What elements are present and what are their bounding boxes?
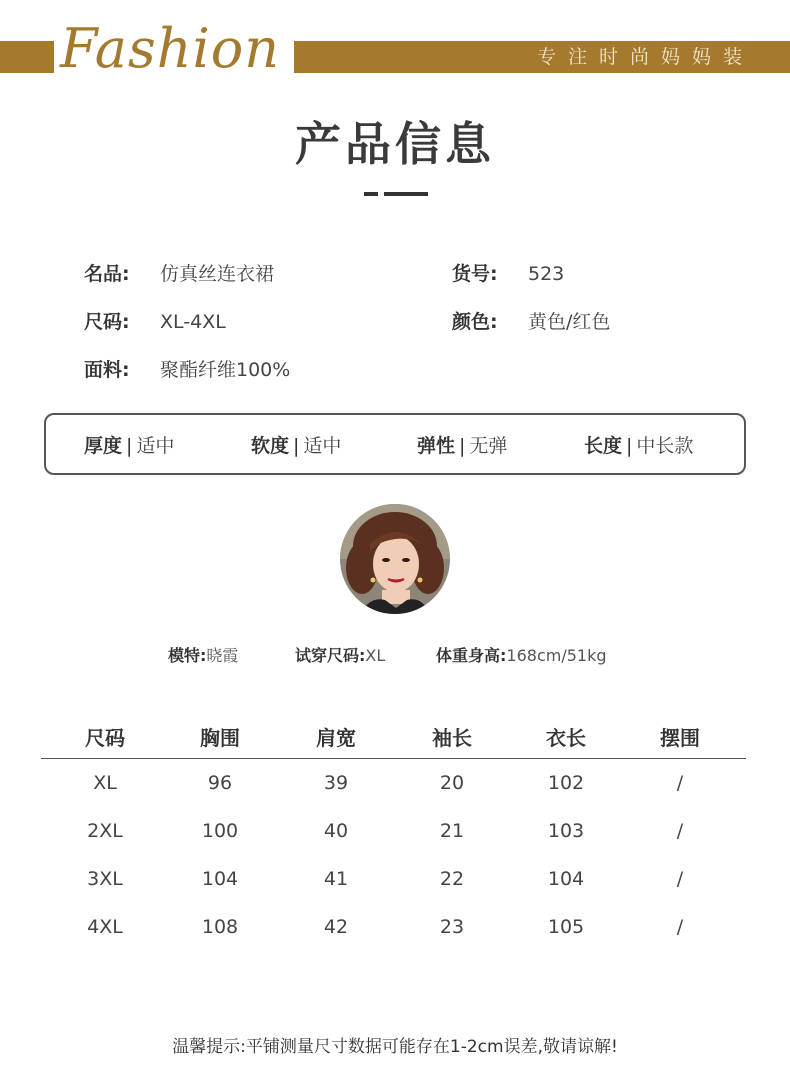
page-title: 产品信息 [295,117,495,171]
brand-logo: Fashion [60,17,281,80]
model-size-value: XL [365,646,386,665]
table-cell: 21 [439,820,465,842]
model-avatar [340,504,450,614]
info-name-value: 仿真丝连衣裙 [160,263,275,285]
table-header-length: 衣长 [546,726,586,750]
table-cell: 40 [323,820,349,842]
attr-elasticity [417,431,507,461]
table-cell: / [676,820,684,842]
info-color-row [452,307,610,337]
title-divider-short [364,192,378,196]
model-body [436,644,607,668]
attr-length [584,431,693,461]
table-cell: 39 [323,772,349,794]
attr-elasticity-label: 弹性 [417,435,456,457]
info-color-value: 黄色/红色 [528,311,611,333]
attr-thickness-label: 厚度 [84,435,123,457]
attributes-box [44,413,746,475]
attr-softness-value: 适中 [303,435,342,457]
info-fabric-label: 面料: [84,359,130,381]
info-size-row [84,307,226,337]
table-cell: / [676,916,684,938]
attr-separator: | [126,435,133,457]
table-cell: 105 [547,916,585,938]
table-cell: 20 [439,772,465,794]
model-name [168,644,238,668]
table-cell: 22 [439,868,465,890]
attr-separator: | [459,435,466,457]
table-cell: XL [93,772,117,794]
title-divider-long [384,192,428,196]
table-cell: 96 [207,772,233,794]
table-cell: 23 [439,916,465,938]
table-cell: 104 [547,868,585,890]
table-header-shoulder: 肩宽 [316,726,356,750]
table-header-sleeve: 袖长 [432,726,472,750]
attr-thickness [84,431,174,461]
table-cell: 3XL [87,868,123,890]
attr-softness [251,431,341,461]
info-item-no-label: 货号: [452,263,498,285]
attr-separator: | [293,435,300,457]
info-name-label: 名品: [84,263,130,285]
table-cell: 108 [201,916,239,938]
info-size-label: 尺码: [84,311,130,333]
table-cell: 100 [201,820,239,842]
table-cell: 42 [323,916,349,938]
table-cell: 102 [547,772,585,794]
table-header-hem: 摆围 [660,726,700,750]
attr-softness-label: 软度 [251,435,290,457]
table-cell: / [676,772,684,794]
attr-separator: | [626,435,633,457]
measurement-notice: 温馨提示:平铺测量尺寸数据可能存在1-2cm误差,敬请谅解! [172,1037,618,1057]
attr-length-label: 长度 [584,435,623,457]
model-body-label: 体重身高: [436,646,507,665]
model-size [295,644,385,668]
model-name-label: 模特: [168,646,207,665]
model-body-value: 168cm/51kg [506,646,607,665]
info-size-value: XL-4XL [160,311,226,333]
table-cell: 103 [547,820,585,842]
table-cell: 104 [201,868,239,890]
brand-slogan: 专注时尚妈妈装 [536,46,754,68]
attr-thickness-value: 适中 [136,435,175,457]
attr-elasticity-value: 无弹 [469,435,508,457]
info-name-row [84,259,274,289]
header-bar-left [0,41,54,73]
info-color-label: 颜色: [452,311,498,333]
model-name-value: 晓霞 [206,646,239,665]
table-cell: 41 [323,868,349,890]
table-header-chest: 胸围 [200,726,240,750]
info-item-no-row [452,259,564,289]
table-header-size: 尺码 [85,726,125,750]
model-size-label: 试穿尺码: [295,646,366,665]
info-item-no-value: 523 [528,263,565,285]
table-cell: / [676,868,684,890]
info-fabric-row [84,355,290,385]
attr-length-value: 中长款 [636,435,694,457]
info-fabric-value: 聚酯纤维100% [160,359,291,381]
table-divider [41,758,746,759]
table-cell: 4XL [87,916,123,938]
table-cell: 2XL [87,820,123,842]
